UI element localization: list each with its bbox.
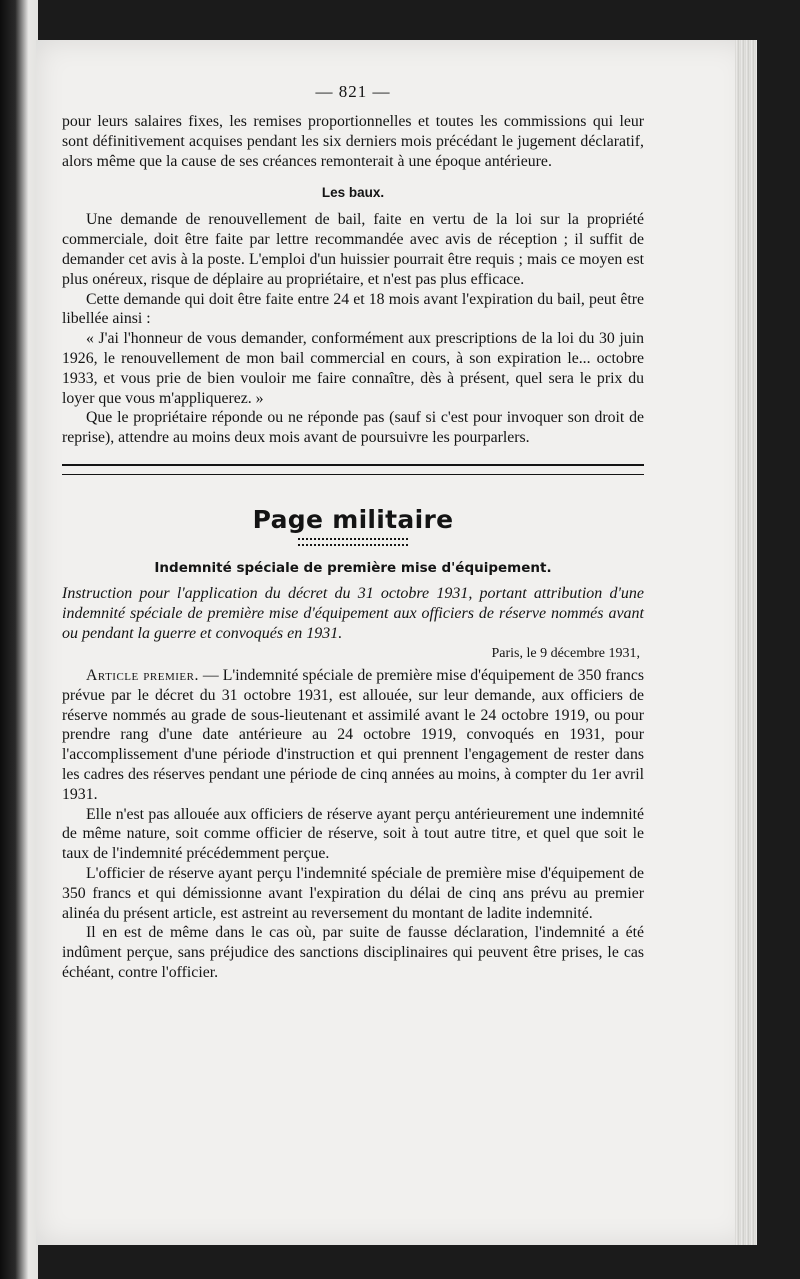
scan-dark-margin — [0, 0, 38, 1279]
baux-paragraph: Cette demande qui doit être faite entre 24 et 18 mois avant l'expiration du bail, peut être libellée ainsi : — [62, 290, 644, 328]
article-text: — L'indemnité spéciale de première mise d'équipement de 350 francs prévue par le décret du 31 octobre 1931, est allouée, sur leur demande, aux officiers de réserve nommés au grade de sous-lieutenant et assimilé avant le 24 octobre 1919, ou pour prendre rang d'une date antérieure au 24 octobre 1919, convoqués en 1931, pour l'accomplissement d'une période d'instruction et qui prennent l'engagement de rester dans les cadres des réserves pendant une période de cinq années au moins, à compter du 1er avril 1931. — [62, 666, 644, 803]
page-militaire-title: Page militaire — [252, 504, 454, 534]
militaire-paragraph: Elle n'est pas allouée aux officiers de réserve ayant perçu antérieurement une indemnité de même nature, soit comme officier de réserve, soit à tout autre titre, et quel que soit le taux de l'indemnité précédemment perçue. — [62, 805, 644, 863]
instruction-heading: Instruction pour l'application du décret du 31 octobre 1931, portant attribution d'une indemnité spéciale de première mise d'équipement aux officiers de réserve nommés avant ou pendant la guerre et convoqués en 1931. — [62, 584, 644, 642]
place-date: Paris, le 9 décembre 1931, — [491, 645, 640, 661]
militaire-paragraph: Il en est de même dans le cas où, par suite de fausse déclaration, l'indemnité a été indûment perçue, sans préjudice des sanctions disciplinaires qui peuvent être prises, le cas échéant, contre l'officier. — [62, 924, 644, 981]
section-title-baux: Les baux. — [321, 185, 385, 201]
page-stack-edge — [735, 40, 757, 1245]
top-paragraph: pour leurs salaires fixes, les remises proportionnelles et toutes les commissions qui leur sont définitivement acquises pendant les six derniers mois précédant le jugement déclaratif, alors même que la cause de ses créances remonterait à une époque antérieure. — [62, 113, 644, 170]
militaire-paragraph: L'officier de réserve ayant perçu l'indemnité spéciale de première mise d'équipement de 350 francs et qui démissionne avant l'expiration du délai de cinq ans prévu au premier alinéa du présent article, est astreint au reversement du montant de ladite indemnité. — [62, 864, 644, 922]
page-number: — 821 — — [315, 82, 391, 101]
article-label: Article premier. — [86, 666, 199, 684]
article-premier — [62, 666, 644, 805]
document-page — [36, 40, 750, 1245]
baux-letter-quote: « J'ai l'honneur de vous demander, conformément aux prescriptions de la loi du 30 juin 1926, le renouvellement de mon bail commercial en cours, à son expiration le... octobre 1933, et vous prie de bien vouloir me faire connaître, dès à présent, quel sera le prix du loyer que vous m'appliquerez. » — [62, 330, 644, 407]
page-content — [62, 82, 644, 983]
title-dotted-underline — [298, 538, 408, 546]
section-divider — [62, 464, 644, 475]
baux-paragraph: Une demande de renouvellement de bail, faite en vertu de la loi sur la propriété commerciale, doit être faite par lettre recommandée avec avis de réception ; il suffit de demander cet avis à la poste. L'emploi d'un huissier pourrait être requis ; mais ce moyen est plus onéreux, risque de déplaire au propriétaire, et n'est pas plus efficace. — [62, 211, 644, 288]
baux-paragraph: Que le propriétaire réponde ou ne réponde pas (sauf si c'est pour invoquer son droit de reprise), attendre au moins deux mois avant de poursuivre les pourparlers. — [62, 409, 644, 447]
militaire-subtitle: Indemnité spéciale de première mise d'équipement. — [154, 559, 552, 576]
